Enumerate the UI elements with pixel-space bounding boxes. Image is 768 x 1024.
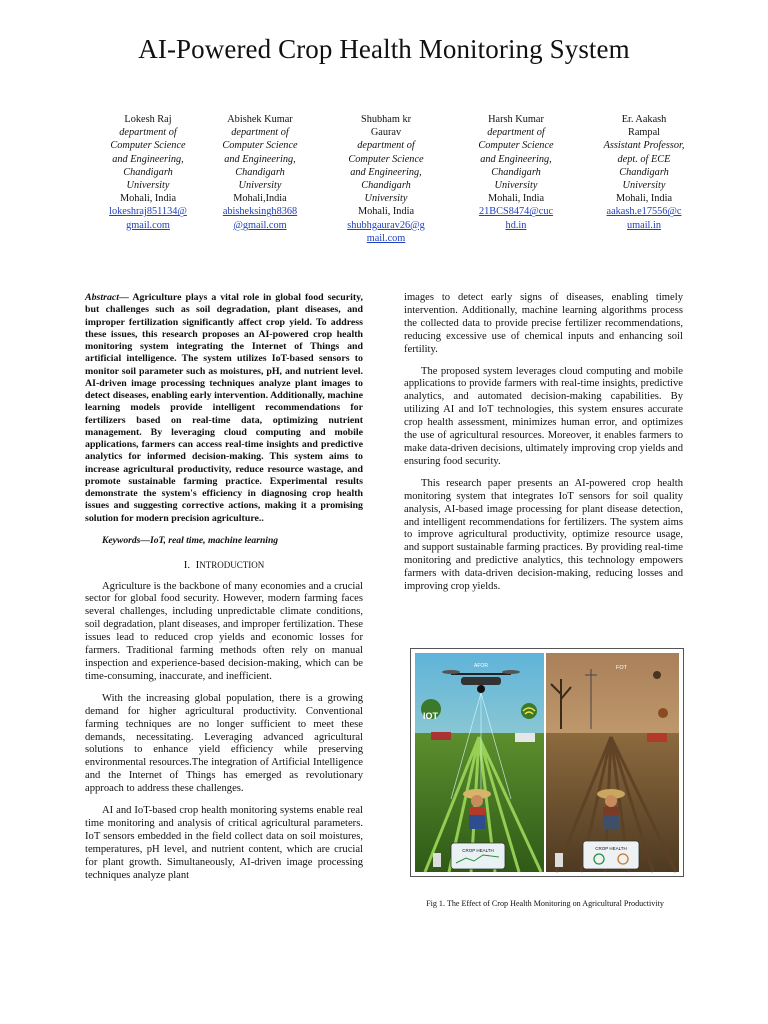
author-email-link[interactable]: umail.in	[626, 219, 662, 231]
author-location: Mohali, India	[615, 193, 673, 205]
author-affiliation: department of	[231, 127, 289, 139]
author-affiliation: University	[238, 180, 282, 192]
figure-1	[410, 648, 684, 877]
author-name: Shubham kr	[360, 114, 412, 125]
author-name: Gaurav	[370, 127, 402, 139]
author-affiliation: and Engineering,	[480, 153, 552, 165]
author-1	[88, 113, 208, 232]
author-name: Er. Aakash	[621, 114, 667, 125]
keywords: Keywords—IoT, real time, machine learning	[102, 534, 279, 546]
author-affiliation: University	[494, 180, 538, 192]
author-email-link[interactable]: shubhgaurav26@g	[347, 219, 425, 231]
author-affiliation: Computer Science	[478, 140, 554, 152]
intro-paragraph: The proposed system leverages cloud computing and mobile applications to provide farmers with real-time insights, predictive analytics, and automated decision-making capabilities. By utilizing AI and IoT technologies, this system ensures accurate crop health assessment, minimizes human error, and optimizes the use of agricultural resources. Moreover, it enables farmers to make data-driven decisions, ultimately improving crop yields and ensuring food security.	[404, 365, 683, 467]
author-affiliation: University	[126, 180, 170, 192]
author-email-link[interactable]: lokeshraj851134@	[109, 206, 187, 218]
abstract-label: Abstract—	[85, 292, 129, 303]
abstract	[85, 292, 363, 525]
author-affiliation: Chandigarh	[123, 166, 173, 178]
author-affiliation: department of	[487, 127, 545, 139]
bug-icon	[653, 671, 661, 679]
author-affiliation: Chandigarh	[361, 180, 411, 192]
author-2	[200, 113, 320, 232]
paper-title: AI-Powered Crop Health Monitoring System	[138, 34, 630, 64]
abstract-text: Agriculture plays a vital role in global food security, but challenges such as soil degradation, plant diseases, and improper fertilization significantly affect crop yield. To address these issues, this research proposes an AI-powered crop health monitoring system integrating the Internet of Things and artificial intelligence. The system utilizes IoT-based sensors to monitor soil parameter such as moistures, pH, and nutrient level. AI-driven image processing techniques analyze plant images to detect diseases, enabling early intervention. Additionally, machine learning models provide intelligent recommendations for fertilizers based on real-time data, optimizing nutrient management. By leveraging cloud computing and mobile applications, farmers can access real-time insights and predictive analytics for informed decision-making. This system aims to increase agricultural productivity, reduce resource wastage, and promote sustainable farming practice. Experimental results demonstrate the system's efficiency in diagnosing crop health issues and suggesting corrective actions, making it a promising solution for modern precision agriculture..	[85, 292, 363, 524]
tractor-left	[431, 732, 451, 740]
author-email-link[interactable]: aakash.e17556@c	[606, 206, 682, 218]
section-heading	[85, 559, 363, 572]
intro-paragraph: Agriculture is the backbone of many economies and a crucial sector for global food security. However, modern farming faces several challenges, including unpredictable climate conditions, soil degradation, plant diseases, and improper fertilization. These issues lead to reduced crop yields and economic losses for farmers. Traditional farming methods often rely on manual inspection and experience-based decision-making, which can be time-consuming, inaccurate, and inefficient.	[85, 580, 363, 682]
author-email-link[interactable]: abisheksingh8368	[222, 206, 298, 218]
left-column	[85, 292, 363, 892]
author-location: Mohali, India	[119, 193, 177, 205]
left-tablet-label: CROP HEALTH	[462, 848, 494, 853]
truck-right	[647, 733, 667, 742]
author-name: Harsh Kumar	[488, 114, 544, 125]
figure-caption: Fig 1. The Effect of Crop Health Monitoring on Agricultural Productivity	[426, 899, 664, 908]
author-name: Rampal	[627, 127, 661, 139]
drone-label: AFOR	[474, 663, 488, 669]
author-affiliation: Chandigarh	[235, 166, 285, 178]
cup-right	[555, 853, 563, 867]
author-affiliation: Chandigarh	[491, 166, 541, 178]
author-affiliation: and Engineering,	[224, 153, 296, 165]
author-email-link[interactable]: mail.com	[366, 232, 406, 244]
author-3	[326, 113, 446, 245]
author-affiliation: Computer Science	[222, 140, 298, 152]
introduction-left-text	[85, 581, 363, 883]
section-title-rest: NTRODUCTION	[199, 559, 265, 570]
author-name: Lokesh Raj	[124, 114, 172, 125]
section-title-initial: I	[195, 558, 200, 571]
intro-paragraph: With the increasing global population, there is a growing demand for higher agricultural productivity. Conventional farming techniques are no longer sufficient to meet these demands, necessitating. Leveraging advanced agricultural solutions to enhance yield efficiency while preserving environmental resources.The integration of Artificial Intelligence and the Internet of Things has emerged as revolutionary approach to address these challenges.	[85, 692, 363, 795]
author-affiliation: department of	[119, 127, 177, 139]
author-name: Abishek Kumar	[227, 114, 293, 125]
author-location: Mohali,India	[233, 193, 287, 205]
author-affiliation: department of	[357, 140, 415, 152]
author-affiliation: Assistant Professor,	[603, 140, 685, 152]
author-affiliation: dept. of ECE	[617, 153, 671, 165]
introduction-right-text	[404, 292, 683, 594]
intro-paragraph: This research paper presents an AI-powered crop health monitoring system that integrates IoT sensors for soil quality analysis, AI-based image processing for plant disease detection, and intelligent recommendations for fertilizers. The system aims to improve agricultural productivity, optimize resource usage, and support sustainable farming practices. By providing real-time monitoring and predictive analytics, this technology empowers farmers with data-driven decision-making, reducing losses and improving crop yields.	[404, 477, 683, 593]
author-location: Mohali, India	[357, 206, 415, 218]
author-email-link[interactable]: gmail.com	[126, 219, 170, 231]
fot-label: FOT	[616, 665, 627, 671]
author-affiliation: University	[622, 180, 666, 192]
author-affiliation: and Engineering,	[350, 166, 422, 178]
intro-paragraph: AI and IoT-based crop health monitoring systems enable real time monitoring and analysis of critical agricultural parameters. IoT sensors embedded in the field collect data on soil moistures, temperatures, pH level, and nutrient content, which are crucial for plant growth. Simultaneously, AI-driven image processing techniques analyze plant	[85, 805, 363, 881]
right-column	[404, 292, 683, 603]
iot-label: IOT	[423, 711, 438, 721]
author-email-link[interactable]: hd.in	[505, 219, 527, 231]
section-number: I.	[183, 558, 191, 571]
author-5	[584, 113, 704, 232]
author-affiliation: Computer Science	[110, 140, 186, 152]
author-location: Mohali, India	[487, 193, 545, 205]
intro-paragraph: images to detect early signs of diseases, enabling timely intervention. Additionally, machine learning algorithms process the collected data to provide precise fertilizer recommendations, reducing excessive use of chemical inputs and enhancing soil fertility.	[404, 292, 683, 355]
author-email-link[interactable]: 21BCS8474@cuc	[478, 206, 554, 218]
author-email-link[interactable]: @gmail.com	[233, 219, 287, 231]
tablet-left	[451, 843, 505, 869]
author-affiliation: and Engineering,	[112, 153, 184, 165]
author-affiliation: University	[364, 193, 408, 205]
truck-left	[515, 733, 535, 742]
cup-left	[433, 853, 441, 867]
right-tablet-label: CROP HEALTH	[595, 846, 627, 851]
figure-illustration	[411, 649, 683, 876]
author-affiliation: Computer Science	[348, 153, 424, 165]
author-affiliation: Chandigarh	[619, 166, 669, 178]
author-4	[456, 113, 576, 232]
